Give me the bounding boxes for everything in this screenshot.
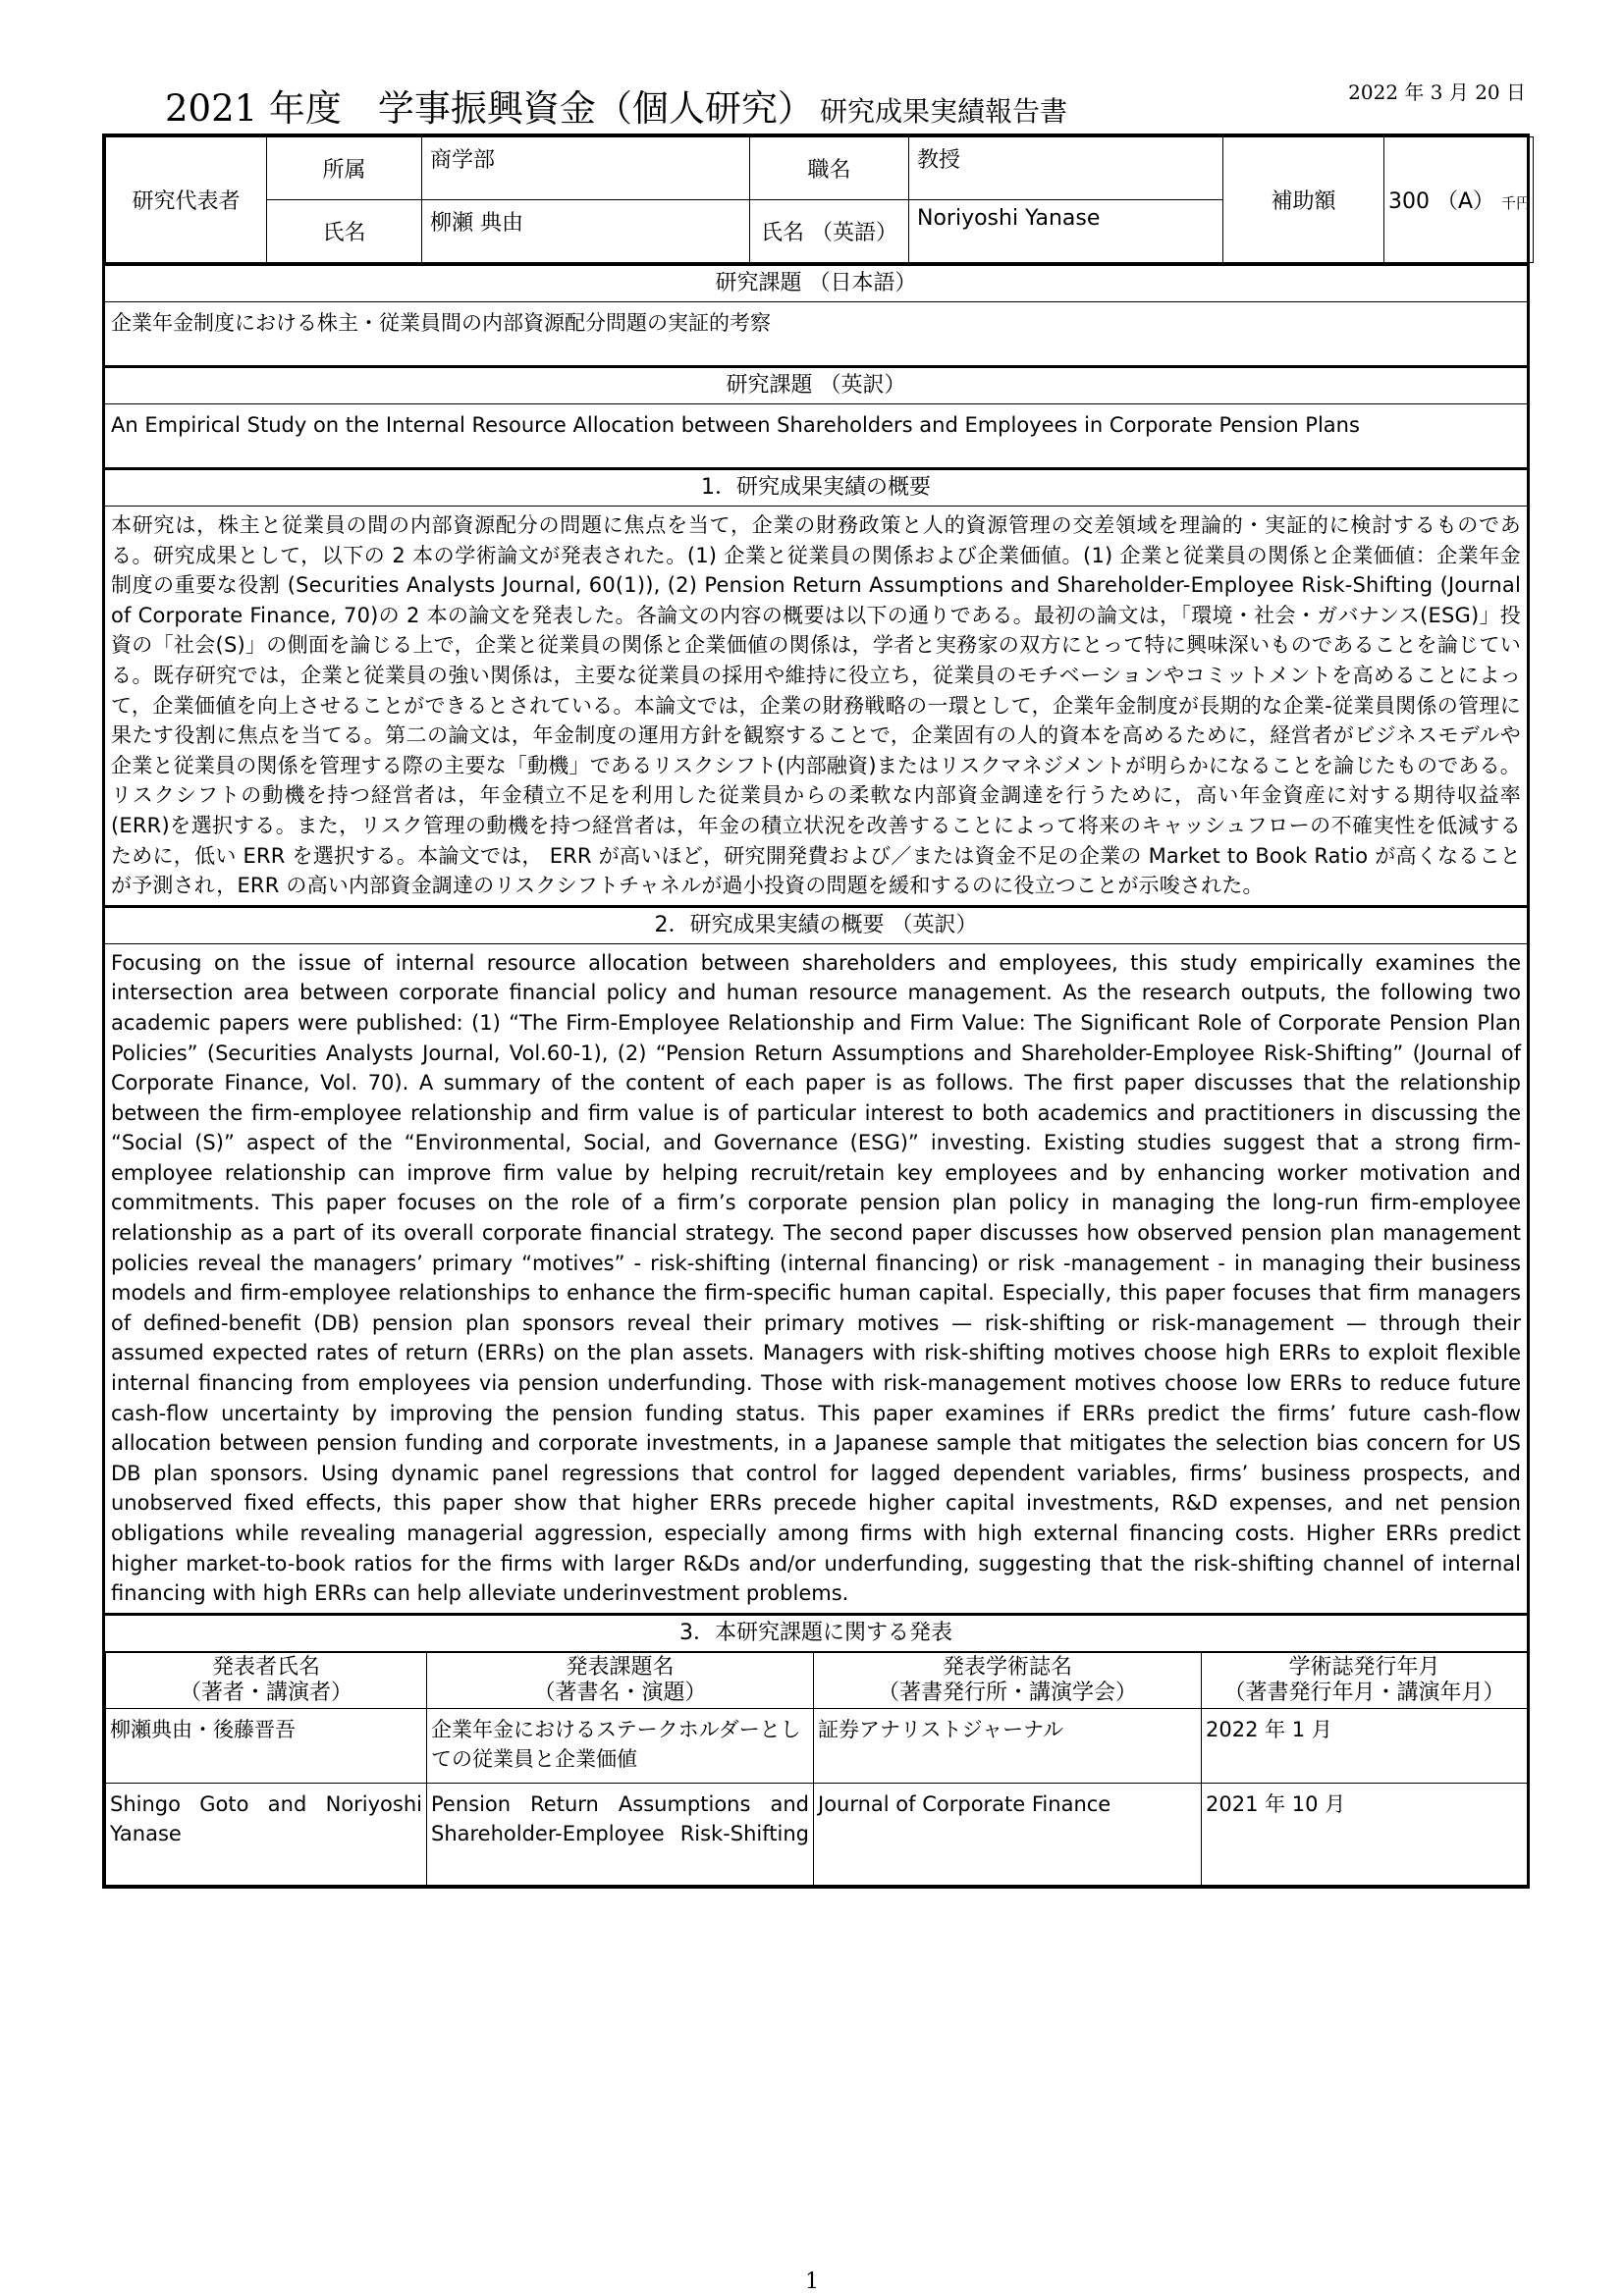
publications-table <box>105 1652 1528 1886</box>
pub-title: 企業年金におけるステークホルダーとしての従業員と企業価値 <box>427 1708 814 1783</box>
name-en-label: 氏名 （英語） <box>750 200 909 263</box>
pub-authors: Shingo Goto and Noriyoshi Yanase <box>106 1783 427 1885</box>
topic-en-text: An Empirical Study on the Internal Resource Allocation between Shareholders and Employees in Corporate Pension Plans <box>111 413 1360 437</box>
pub-title: Pension Return Assumptions and Shareholder-Employee Risk-Shifting <box>427 1783 814 1885</box>
grant-amount: 300 （A） <box>1388 189 1495 214</box>
representative-label: 研究代表者 <box>106 137 267 263</box>
pub-date: 2021 年 10 月 <box>1202 1783 1528 1885</box>
col-header-venue: 発表学術誌名 （著書発行所・講演学会） <box>814 1652 1202 1708</box>
summary-en-text: Focusing on the issue of internal resource allocation between shareholders and employees, this study empirically examines the intersection area between corporate financial policy and human resource management. As the research outputs, the following two academic papers were published: (1) “The Firm-Employee Relationship and Firm Value: The Significant Role of Corporate Pension Plan Policies” (Securities Analysts Journal, Vol.60-1), (2) “Pension Return Assumptions and Shareholder-Employee Risk-Shifting” (Journal of Corporate Finance, Vol. 70). A summary of the content of each paper is as follows. The first paper discusses that the relationship between the firm-employee relationship and firm value is of particular interest to both academics and practitioners in discussing the “Social (S)” aspect of the “Environmental, Social, and Governance (ESG)” investing. Existing studies suggest that a strong firm-employee relationship can improve firm value by helping recruit/retain key employees and by enhancing worker motivation and commitments. This paper focuses on the role of a firm’s corporate pension plan policy in managing the long-run firm-employee relationship as a part of its overall corporate financial strategy. The second paper discusses how observed pension plan management policies reveal the managers’ primary “motives” - risk-shifting (internal financing) or risk -management - in managing their business models and firm-employee relationships to enhance the firm-specific human capital. Especially, this paper focuses that firm managers of defined-benefit (DB) pension plan sponsors reveal their primary motives — risk-shifting or risk-management — through their assumed expected rates of return (ERRs) on the plan assets. Managers with risk-shifting motives choose high ERRs to exploit flexible internal financing from employees via pension underfunding. Those with risk-management motives choose low ERRs to reduce future cash-flow uncertainty by improving the pension funding status. This paper examines if ERRs predict the firms’ future cash-flow allocation between pension funding and corporate investments, in a Japanese sample that mitigates the selection bias concern for US DB plan sponsors. Using dynamic panel regressions that control for lagged dependent variables, firms’ business prospects, and unobserved fixed effects, this paper show that higher ERRs precede higher capital investments, R&D expenses, and net pension obligations while revealing managerial aggression, especially among firms with high external financing costs. Higher ERRs predict higher market-to-book ratios for the firms with larger R&Ds and/or underfunding, suggesting that the risk-shifting channel of internal financing with high ERRs can help alleviate underinvestment problems. <box>111 950 1521 1606</box>
topic-jp-heading: 研究課題 （日本語） <box>105 263 1527 302</box>
position-value: 教授 <box>909 137 1223 200</box>
topic-jp-text: 企業年金制度における株主・従業員間の内部資源配分問題の実証的考察 <box>111 311 771 335</box>
summary-jp-text: 本研究は，株主と従業員の間の内部資源配分の問題に焦点を当て，企業の財務政策と人的資源管理の交差領域を理論的・実証的に検討するものである。研究成果として，以下の 2 本の学術論文が発表された。(1) 企業と従業員の関係および企業価値。(1) 企業と従業員の関係と企業価値：企業年金制度の重要な役割 (Securities Analysts Journal, 60(1)), (2) Pension Return Assumptions and Shareholder-Employee Risk-Shifting (Journal of Corporate Finance, 70)の 2 本の論文を発表した。各論文の内容の概要は以下の通りである。最初の論文は，「環境・社会・ガバナンス(ESG)」投資の「社会(S)」の側面を論じる上で，企業と従業員の関係と企業価値の関係は，学者と実務家の双方にとって特に興味深いものであることを論じている。既存研究では，企業と従業員の強い関係は，主要な従業員の採用や維持に役立ち，従業員のモチベーションやコミットメントを高めることによって，企業価値を向上させることができるとされている。本論文では，企業の財務戦略の一環として，企業年金制度が長期的な企業-従業員関係の管理に果たす役割に焦点を当てる。第二の論文は，年金制度の運用方針を観察することで，企業固有の人的資本を高めるために，経営者がビジネスモデルや企業と従業員の関係を管理する際の主要な「動機」であるリスクシフト(内部融資)またはリスクマネジメントが明らかになることを論じたものである。リスクシフトの動機を持つ経営者は，年金積立不足を利用した従業員からの柔軟な内部資金調達を行うために，高い年金資産に対する期待収益率(ERR)を選択する。また，リスク管理の動機を持つ経営者は，年金の積立状況を改善することによって将来のキャッシュフローの不確実性を低減するために，低い ERR を選択する。本論文では， ERR が高いほど，研究開発費および／または資金不足の企業の Market to Book Ratio が高くなることが予測され，ERR の高い内部資金調達のリスクシフトチャネルが過小投資の問題を緩和するのに役立つことが示唆された。 <box>111 513 1521 898</box>
position-label: 職名 <box>750 137 909 200</box>
grant-unit: 千円 <box>1501 194 1532 212</box>
name-en-value: Noriyoshi Yanase <box>909 200 1223 263</box>
col-header-date: 学術誌発行年月 （著書発行年月・講演年月） <box>1202 1652 1528 1708</box>
name-label: 氏名 <box>267 200 422 263</box>
pub-venue: Journal of Corporate Finance <box>814 1783 1202 1885</box>
grant-label: 補助額 <box>1223 137 1384 263</box>
table-row <box>106 1708 1528 1783</box>
name-value: 柳瀬 典由 <box>422 200 750 263</box>
report-subtitle: 研究成果実績報告書 <box>819 95 1067 128</box>
page-number: 1 <box>805 2269 819 2294</box>
publications-header-row <box>106 1652 1528 1708</box>
affiliation-label: 所属 <box>267 137 422 200</box>
affiliation-value: 商学部 <box>422 137 750 200</box>
pub-venue: 証券アナリストジャーナル <box>814 1708 1202 1783</box>
publications-heading: 3．本研究課題に関する発表 <box>105 1613 1527 1652</box>
summary-jp-heading: 1．研究成果実績の概要 <box>105 467 1527 507</box>
table-row <box>106 1783 1528 1885</box>
col-header-authors: 発表者氏名 （著者・講演者） <box>106 1652 427 1708</box>
report-title: 2021 年度 学事振興資金（個人研究） <box>165 87 814 130</box>
summary-en-heading: 2．研究成果実績の概要 （英訳） <box>105 905 1527 944</box>
topic-en-heading: 研究課題 （英訳） <box>105 365 1527 404</box>
representative-table <box>105 136 1534 263</box>
col-header-title: 発表課題名 （著書名・演題） <box>427 1652 814 1708</box>
pub-authors: 柳瀬典由・後藤晋吾 <box>106 1708 427 1783</box>
page-title <box>165 79 1067 132</box>
grant-value <box>1384 137 1534 263</box>
report-form <box>102 133 1530 1889</box>
pub-date: 2022 年 1 月 <box>1202 1708 1528 1783</box>
report-date: 2022 年 3 月 20 日 <box>1348 80 1526 104</box>
